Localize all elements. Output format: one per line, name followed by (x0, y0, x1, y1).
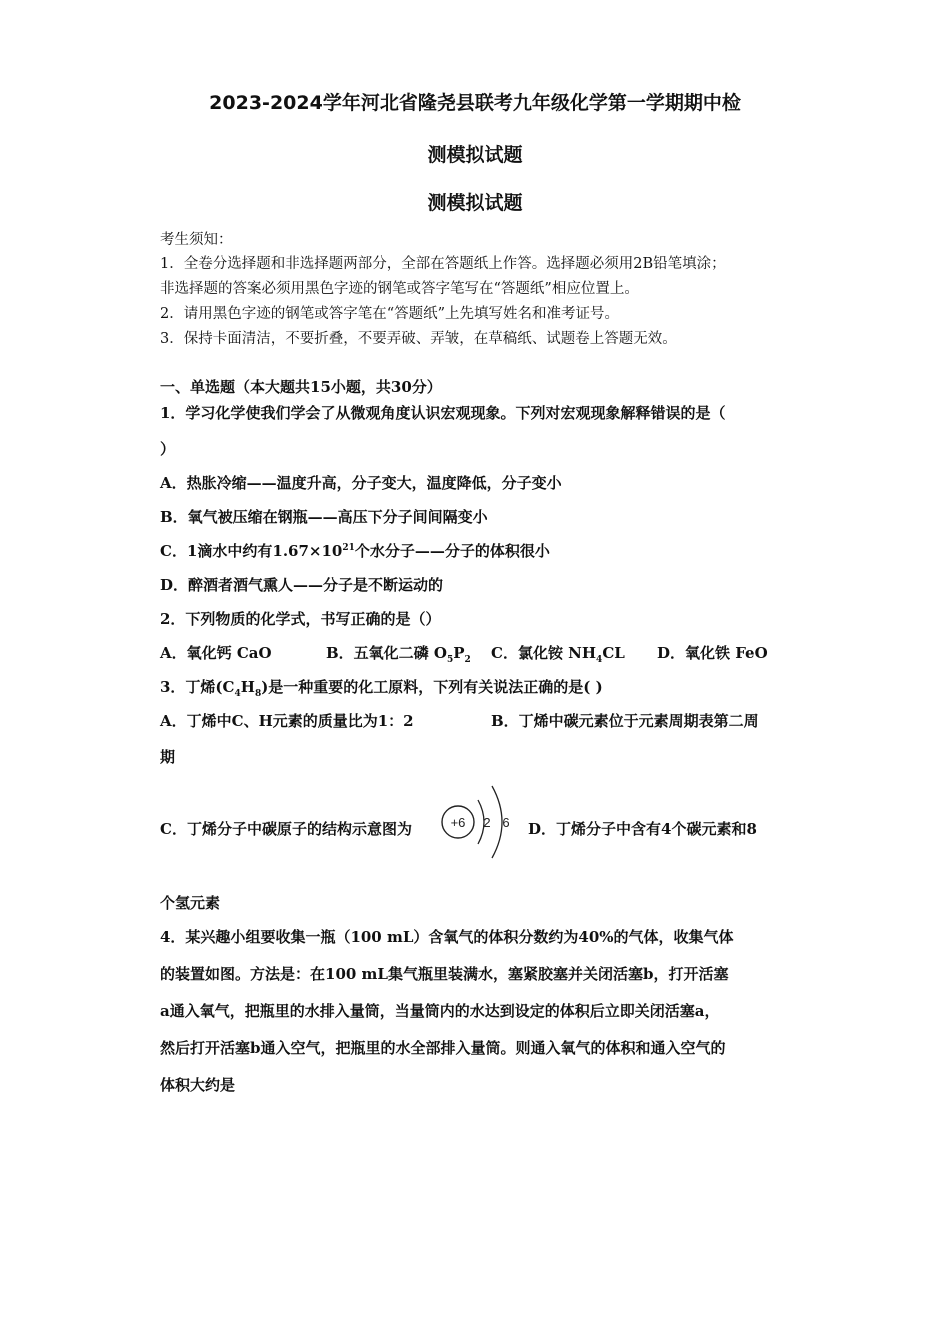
shell-2-electrons: 6 (502, 815, 510, 830)
q3-option-b: B．丁烯中碳元素位于元素周期表第二周 (491, 712, 759, 730)
page-title-line3: 测模拟试题 (427, 192, 523, 214)
q2-stem: 2．下列物质的化学式，书写正确的是（） (160, 610, 441, 628)
notice-item: 非选择题的答案必须用黑色字迹的钢笔或答字笔写在“答题纸”相应位置上。 (160, 281, 639, 297)
q1-option-a: A．热胀冷缩——温度升高，分子变大，温度降低，分子变小 (160, 474, 562, 492)
q4-line: 然后打开活塞b通入空气，把瓶里的水全部排入量筒。则通入氧气的体积和通入空气的 (160, 1039, 726, 1057)
q1-option-b: B．氧气被压缩在钢瓶——高压下分子间间隔变小 (160, 508, 488, 526)
q3-stem-mid: H (240, 678, 255, 696)
page-title-line2: 测模拟试题 (427, 144, 523, 166)
q1-stem: 1．学习化学使我们学会了从微观角度认识宏观现象。下列对宏观现象解释错误的是（ (160, 404, 726, 422)
q3-option-b-continued: 期 (160, 748, 176, 766)
q3-stem-text: 3．丁烯(C (160, 678, 235, 696)
q3-option-d-continued: 个氢元素 (160, 894, 221, 912)
section-heading: 一、单选题（本大题共15小题，共30分） (160, 378, 442, 396)
q2-option-c-text: C．氯化铵 NH (491, 644, 597, 662)
shell-1-electrons: 2 (483, 815, 491, 830)
q4-line: a通入氧气，把瓶里的水排入量筒，当量筒内的水达到设定的体积后立即关闭活塞a， (160, 1002, 720, 1020)
notice-heading: 考生须知： (160, 232, 233, 248)
notice-item: 2．请用黑色字迹的钢笔或答字笔在“答题纸”上先填写姓名和准考证号。 (160, 306, 620, 322)
q2-option-a: A．氧化钙 CaO (160, 644, 272, 662)
q1-option-d: D．醉酒者酒气熏人——分子是不断运动的 (160, 576, 444, 594)
q3-stem (160, 676, 603, 699)
q1-option-c-text-end: 个水分子——分子的体积很小 (354, 542, 550, 560)
q1-option-c-exponent: 21 (342, 543, 355, 553)
q2-option-c-sub: 4 (596, 655, 603, 665)
q4-line: 4．某兴趣小组要收集一瓶（100 mL）含氧气的体积分数约为40%的气体，收集气体 (160, 928, 734, 946)
q2-option-b-sub2: 2 (464, 655, 471, 665)
q3-option-c: C．丁烯分子中碳原子的结构示意图为 (160, 820, 412, 838)
q2-option-b (326, 642, 471, 665)
q2-option-d: D．氧化铁 FeO (657, 644, 768, 662)
q3-stem-text-end: )是一种重要的化工原料，下列有关说法正确的是( ) (261, 678, 603, 696)
notice-item: 3．保持卡面清洁，不要折叠，不要弄破、弄皱，在草稿纸、试题卷上答题无效。 (160, 331, 677, 347)
q2-option-c (491, 642, 625, 665)
notice-item: 1．全卷分选择题和非选择题两部分，全部在答题纸上作答。选择题必须用2B铅笔填涂； (160, 256, 726, 272)
q2-option-c-text-end: CL (602, 644, 625, 662)
q1-option-c (160, 540, 550, 561)
nucleus-charge: +6 (450, 815, 466, 830)
q3-stem-sub1: 4 (234, 689, 241, 699)
q1-stem-end: ） (160, 440, 176, 458)
q2-option-b-text: B．五氧化二磷 O (326, 644, 447, 662)
q2-option-b-mid: P (453, 644, 465, 662)
electron-shell-2 (492, 786, 502, 858)
q3-option-a: A．丁烯中C、H元素的质量比为1：2 (160, 712, 414, 730)
q3-option-d: D．丁烯分子中含有4个碳元素和8 (528, 820, 757, 838)
q3-stem-sub2: 8 (254, 689, 262, 699)
page-title-line1: 2023-2024学年河北省隆尧县联考九年级化学第一学期期中检 (209, 92, 741, 114)
q4-line: 体积大约是 (160, 1076, 236, 1094)
carbon-atom-structure-diagram (440, 780, 522, 862)
q2-option-b-sub1: 5 (446, 655, 454, 665)
q4-line: 的装置如图。方法是：在100 mL集气瓶里装满水，塞紧胶塞并关闭活塞b，打开活塞 (160, 965, 729, 983)
q1-option-c-text: C．1滴水中约有1.67×10 (160, 542, 343, 560)
